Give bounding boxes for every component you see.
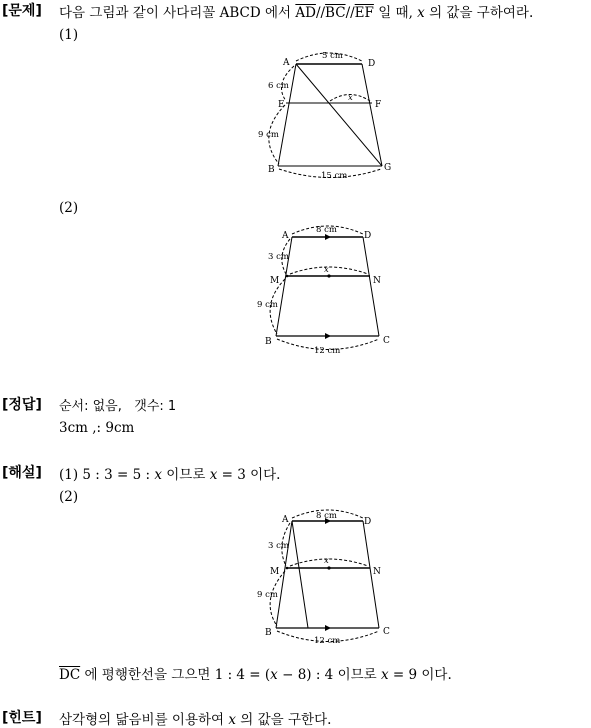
solution-2-connector: − 8) : 4 이므로 [282,667,377,683]
fig1-bottom-length: 15 cm [321,171,348,181]
solution-1-eq-var: x [209,467,218,483]
fig2-label-b: B [265,337,272,347]
fig3-label-c: C [383,627,390,637]
fig3-label-a: A [282,515,289,525]
solution-1-ratio: (1) 5 : 3 = 5 : [59,467,151,483]
stem-var: x [417,5,425,21]
fig2-mb-length: 9 cm [257,300,278,310]
fig3-x-label: x [324,556,329,566]
hint-header: [힌트] [2,710,42,726]
fig1-ae-length: 6 cm [268,81,289,91]
fig2-x-label: x [324,265,329,275]
solution-1-result: = 3 이다. [221,467,281,483]
fig1-label-d: D [368,59,376,69]
fig1-label-e: E [278,100,285,110]
problem-header: [문제] [2,3,42,19]
fig3-mb-length: 9 cm [257,590,278,600]
solution-2-text: 에 평행한선을 그으면 1 : 4 = ( [84,667,271,683]
part1-label: (1) [59,27,79,43]
fig1-label-a: A [283,58,290,68]
fig2-label-d: D [364,231,372,241]
answer-meta: 순서: 없음, 갯수: 1 [59,399,177,414]
fig2-label-n: N [373,276,381,286]
fig3-label-n: N [373,567,381,577]
fig3-top-length: 8 cm [316,511,337,521]
segment-ad: $\overline{AD}$ [295,5,316,21]
hint-var: x [228,712,236,728]
fig2-label-c: C [383,336,390,346]
fig1-label-f: F [375,100,382,110]
stem-mid: 일 때, [378,5,413,21]
solution-header: [해설] [2,465,42,481]
answer-value: 3cm ,: 9cm [59,420,135,436]
parallel-sep-2: // [345,5,355,21]
fig1-top-length: 5 cm [322,51,343,61]
fig3-am-length: 3 cm [268,541,289,551]
fig3-label-d: D [364,517,372,527]
answer-header: [정답] [2,397,42,413]
solution-2-eq-var: x [380,667,389,683]
fig1-eb-length: 9 cm [258,130,279,140]
stem-prefix: 다음 그림과 같이 사다리꼴 ABCD 에서 [59,5,292,21]
fig1-x-label: x [348,93,353,103]
solution-1-connector: 이므로 [166,467,206,483]
solution-1-var: x [154,467,162,483]
fig3-bottom-length: 12 cm [314,636,341,646]
hint-text-b: 의 값을 구한다. [240,712,332,728]
fig1-label-g: G [384,163,392,173]
fig3-label-m: M [270,567,280,577]
solution-2-segment: $\overline{DC}$ [59,667,81,683]
stem-suffix: 의 값을 구하여라. [429,5,534,21]
part2-label: (2) [59,200,79,216]
fig1-label-b: B [268,165,275,175]
segment-ef: $\overline{EF}$ [354,5,374,21]
fig2-bottom-length: 12 cm [314,346,341,356]
solution-2-var: x [270,667,278,683]
solution-2-result: = 9 이다. [392,667,452,683]
parallel-sep-1: // [315,5,326,21]
solution-part2-label: (2) [59,489,79,505]
fig2-top-length: 8 cm [316,225,337,235]
fig2-am-length: 3 cm [268,252,289,262]
segment-bc: $\overline{BC}$ [325,5,346,21]
hint-text [59,708,331,728]
solution-line-2 [59,663,452,683]
fig2-label-a: A [282,231,289,241]
fig2-label-m: M [270,276,280,286]
fig3-label-b: B [265,628,272,638]
hint-text-a: 삼각형의 닮음비를 이용하여 [59,712,225,728]
